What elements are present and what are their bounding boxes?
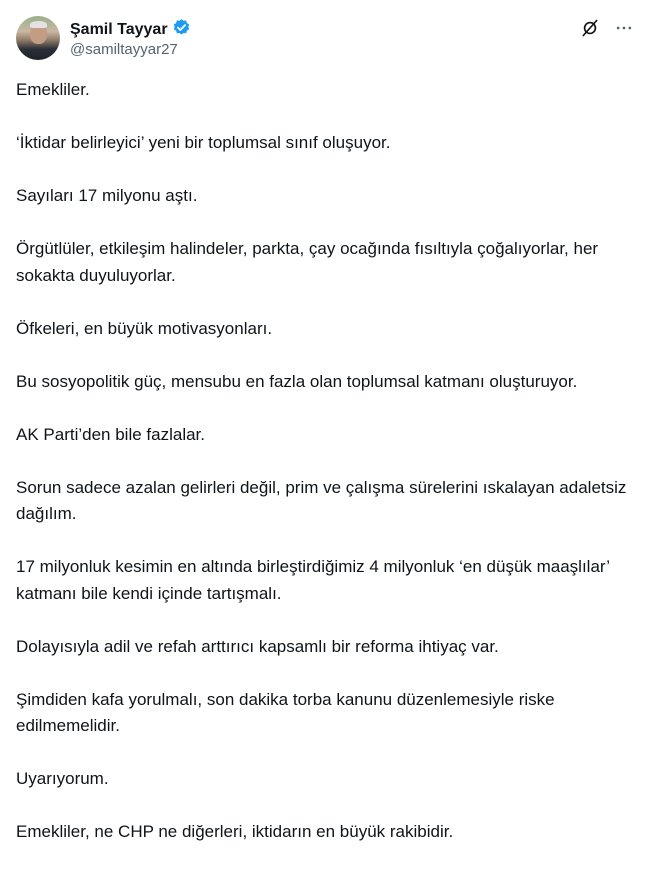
tweet-paragraph: Uyarıyorum. [16, 769, 109, 788]
tweet-paragraph: AK Parti’den bile fazlalar. [16, 424, 205, 444]
verified-badge-icon [172, 18, 191, 42]
grok-icon[interactable] [580, 18, 600, 38]
tweet-paragraph: Şimdiden kafa yorulmalı, son dakika torba kanunu düzenlemesiyle riske edilmemelidir. [16, 689, 555, 735]
tweet-paragraph: Örgütlüler, etkileşim halindeler, parkta, çay ocağında fısıltıyla çoğalıyorlar, her sokakta duyuluyorlar. [16, 239, 599, 285]
tweet-text [16, 77, 636, 872]
avatar[interactable] [16, 16, 60, 60]
tweet-paragraph: Dolayısıyla adil ve refah arttırıcı kapsamlı bir reforma ihtiyaç var. [16, 636, 499, 656]
author-handle[interactable]: @samiltayyar27 [70, 41, 178, 58]
more-icon[interactable] [614, 18, 634, 38]
author-name[interactable]: Şamil Tayyar [70, 21, 168, 38]
tweet-paragraph: Emekliler, ne CHP ne diğerleri, iktidarın en büyük rakibidir. [16, 822, 454, 841]
tweet-paragraph: Öfkeleri, en büyük motivasyonları. [16, 318, 273, 338]
tweet-paragraph: 17 milyonluk kesimin en altında birleştirdiğimiz 4 milyonluk ‘en düşük maaşlılar’ katmanı bile kendi içinde tartışmalı. [16, 557, 610, 603]
tweet-header [16, 16, 634, 64]
tweet-paragraph: Sorun sadece azalan gelirleri değil, prim ve çalışma sürelerini ıskalayan adaletsiz dağılım. [16, 477, 627, 523]
tweet-paragraph: Emekliler. [16, 80, 90, 99]
author-name-row [70, 18, 191, 42]
tweet-paragraph: ‘İktidar belirleyici’ yeni bir toplumsal sınıf oluşuyor. [16, 133, 391, 152]
tweet-paragraph: Sayıları 17 milyonu aştı. [16, 186, 198, 205]
tweet-paragraph: Bu sosyopolitik güç, mensubu en fazla olan toplumsal katmanı oluşturuyor. [16, 371, 578, 391]
